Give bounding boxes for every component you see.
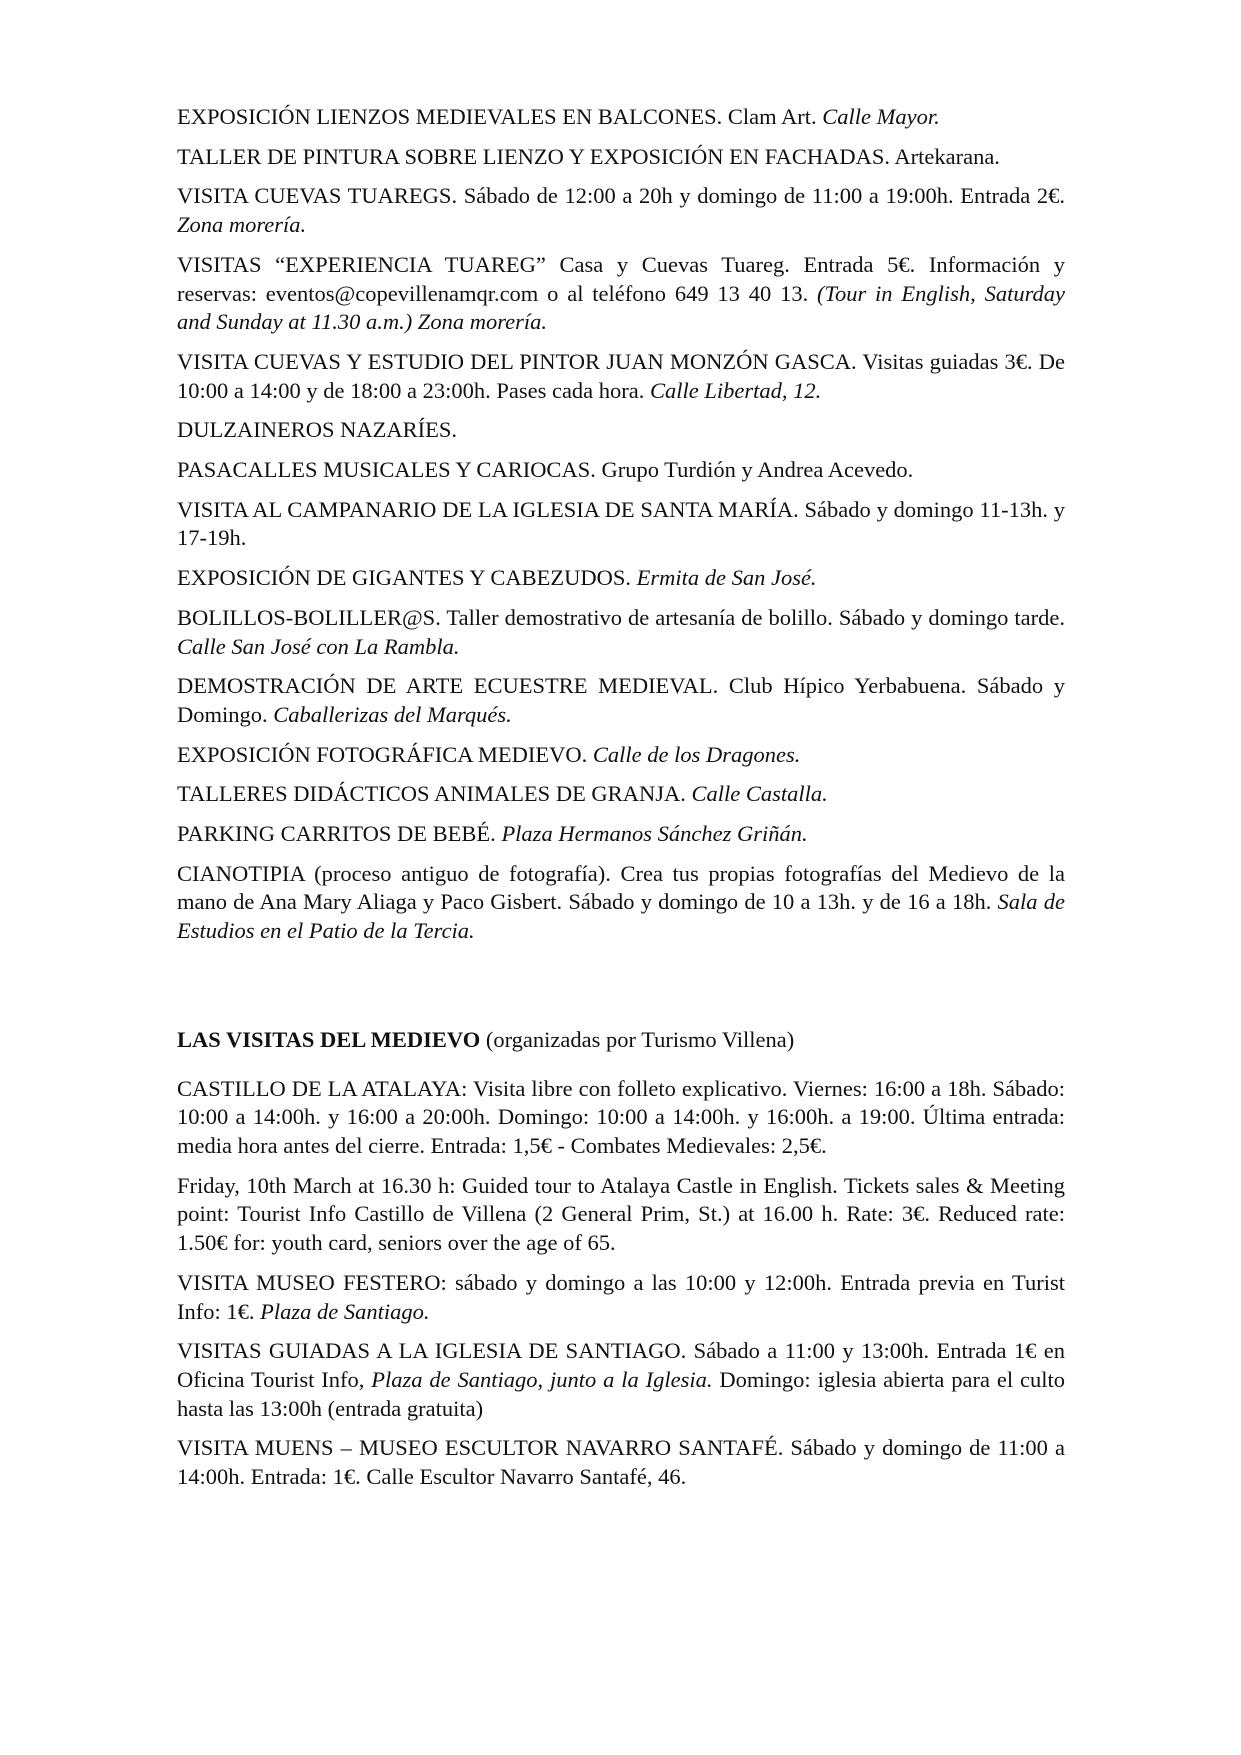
paragraph-text: VISITA MUENS – MUSEO ESCULTOR NAVARRO SANTAFÉ. Sábado y domingo de 11:00 a 14:00h. Entrada: 1€. Calle Escultor Navarro Santafé, 46. bbox=[177, 1435, 1065, 1490]
activity-paragraph bbox=[177, 496, 1065, 553]
activity-paragraph bbox=[177, 251, 1065, 337]
paragraph-text: BOLILLOS-BOLILLER@S. Taller demostrativo de artesanía de bolillo. Sábado y domingo tarde. bbox=[177, 604, 1065, 630]
section-heading-title: LAS VISITAS DEL MEDIEVO bbox=[177, 1026, 481, 1052]
paragraph-text: DULZAINEROS NAZARÍES. bbox=[177, 417, 457, 443]
location-text: (Tour in English, Saturday and Sunday at 11.30 a.m.) Zona morería. bbox=[177, 280, 1066, 335]
location-text: Calle Libertad, 12. bbox=[650, 377, 822, 403]
document-page bbox=[177, 103, 1065, 1503]
activity-paragraph bbox=[177, 860, 1065, 946]
paragraph-text: TALLERES DIDÁCTICOS ANIMALES DE GRANJA. bbox=[177, 781, 692, 807]
visit-paragraph bbox=[177, 1337, 1065, 1423]
paragraph-text: EXPOSICIÓN FOTOGRÁFICA MEDIEVO. bbox=[177, 741, 593, 767]
paragraph-text: VISITA AL CAMPANARIO DE LA IGLESIA DE SANTA MARÍA. Sábado y domingo 11-13h. y 17-19h. bbox=[177, 496, 1065, 551]
paragraph-text: TALLER DE PINTURA SOBRE LIENZO Y EXPOSICIÓN EN FACHADAS. Artekarana. bbox=[177, 143, 1000, 169]
location-text: Zona morería. bbox=[177, 212, 307, 238]
visit-paragraph bbox=[177, 1434, 1065, 1491]
paragraph-text: VISITA MUSEO FESTERO: sábado y domingo a las 10:00 y 12:00h. Entrada previa en Turist Info: 1€. bbox=[177, 1269, 1065, 1324]
activity-paragraph bbox=[177, 103, 1065, 132]
paragraph-text: VISITAS “EXPERIENCIA TUAREG” Casa y Cuevas Tuareg. Entrada 5€. Información y reservas: eventos@copevillenamqr.com o al teléfono 649 13 40 13. bbox=[177, 251, 1065, 306]
location-text: Calle San José con La Rambla. bbox=[177, 633, 460, 659]
paragraph-text: PARKING CARRITOS DE BEBÉ. bbox=[177, 821, 502, 847]
location-text: Plaza Hermanos Sánchez Griñán. bbox=[501, 821, 808, 847]
visit-paragraph bbox=[177, 1075, 1065, 1161]
location-text: Calle de los Dragones. bbox=[592, 741, 801, 767]
paragraph-text: VISITA CUEVAS Y ESTUDIO DEL PINTOR JUAN MONZÓN GASCA. Visitas guiadas 3€. De 10:00 a 14:00 y de 18:00 a 23:00h. Pases cada hora. bbox=[177, 348, 1065, 403]
activity-paragraph bbox=[177, 820, 1065, 849]
activity-paragraph bbox=[177, 564, 1065, 593]
location-text: Calle Castalla. bbox=[691, 781, 828, 807]
paragraph-text: Domingo: iglesia abierta para el culto hasta las 13:00h (entrada gratuita) bbox=[177, 1366, 1065, 1421]
paragraph-text: VISITAS GUIADAS A LA IGLESIA DE SANTIAGO. Sábado a 11:00 y 13:00h. Entrada 1€ en Oficina Tourist Info, bbox=[177, 1338, 1065, 1392]
location-text: Caballerizas del Marqués. bbox=[273, 701, 512, 727]
activities-list bbox=[177, 103, 1065, 946]
paragraph-text: PASACALLES MUSICALES Y CARIOCAS. Grupo Turdión y Andrea Acevedo. bbox=[177, 457, 914, 483]
location-text: Sala de Estudios en el Patio de la Tercia. bbox=[177, 889, 1065, 944]
activity-paragraph bbox=[177, 456, 1065, 485]
paragraph-text: Friday, 10th March at 16.30 h: Guided tour to Atalaya Castle in English. Tickets sales & Meeting point: Tourist Info Castillo de Villena (2 General Prim, St.) at 16.00 h. Rate: 3€. Reduced rate: 1.50€ for: youth card, seniors over the age of 65. bbox=[177, 1172, 1065, 1256]
location-text: Plaza de Santiago. bbox=[260, 1298, 430, 1324]
paragraph-text: DEMOSTRACIÓN DE ARTE ECUESTRE MEDIEVAL. Club Hípico Yerbabuena. Sábado y Domingo. bbox=[177, 673, 1065, 727]
paragraph-text: EXPOSICIÓN DE GIGANTES Y CABEZUDOS. bbox=[177, 565, 637, 591]
activity-paragraph bbox=[177, 672, 1065, 729]
location-text: Ermita de San José. bbox=[636, 565, 817, 591]
section-heading-subtitle: (organizadas por Turismo Villena) bbox=[480, 1026, 795, 1052]
visits-list bbox=[177, 1075, 1065, 1492]
activity-paragraph bbox=[177, 741, 1065, 770]
paragraph-text: VISITA CUEVAS TUAREGS. Sábado de 12:00 a 20h y domingo de 11:00 a 19:00h. Entrada 2€. bbox=[177, 183, 1065, 209]
paragraph-text: EXPOSICIÓN LIENZOS MEDIEVALES EN BALCONES. Clam Art. bbox=[177, 104, 823, 129]
activity-paragraph bbox=[177, 416, 1065, 445]
visit-paragraph bbox=[177, 1269, 1065, 1326]
location-text: Calle Mayor. bbox=[822, 104, 940, 129]
visit-paragraph bbox=[177, 1172, 1065, 1258]
activity-paragraph bbox=[177, 182, 1065, 239]
paragraph-text: CASTILLO DE LA ATALAYA: Visita libre con folleto explicativo. Viernes: 16:00 a 18h. Sábado: 10:00 a 14:00h. y 16:00 a 20:00h. Domingo: 10:00 a 14:00h. y 16:00h. a 19:00. Última entrada: media hora antes del cierre. Entrada: 1,5€ - Combates Medievales: 2,5€. bbox=[177, 1075, 1065, 1158]
activity-paragraph bbox=[177, 604, 1065, 661]
activity-paragraph bbox=[177, 780, 1065, 809]
section-heading bbox=[177, 1026, 1065, 1055]
activity-paragraph bbox=[177, 143, 1065, 172]
location-text: Plaza de Santiago, junto a la Iglesia. bbox=[371, 1366, 713, 1392]
activity-paragraph bbox=[177, 348, 1065, 405]
paragraph-text: CIANOTIPIA (proceso antiguo de fotografía). Crea tus propias fotografías del Medievo de la mano de Ana Mary Aliaga y Paco Gisbert. Sábado y domingo de 10 a 13h. y de 16 a 18h. bbox=[177, 860, 1065, 915]
